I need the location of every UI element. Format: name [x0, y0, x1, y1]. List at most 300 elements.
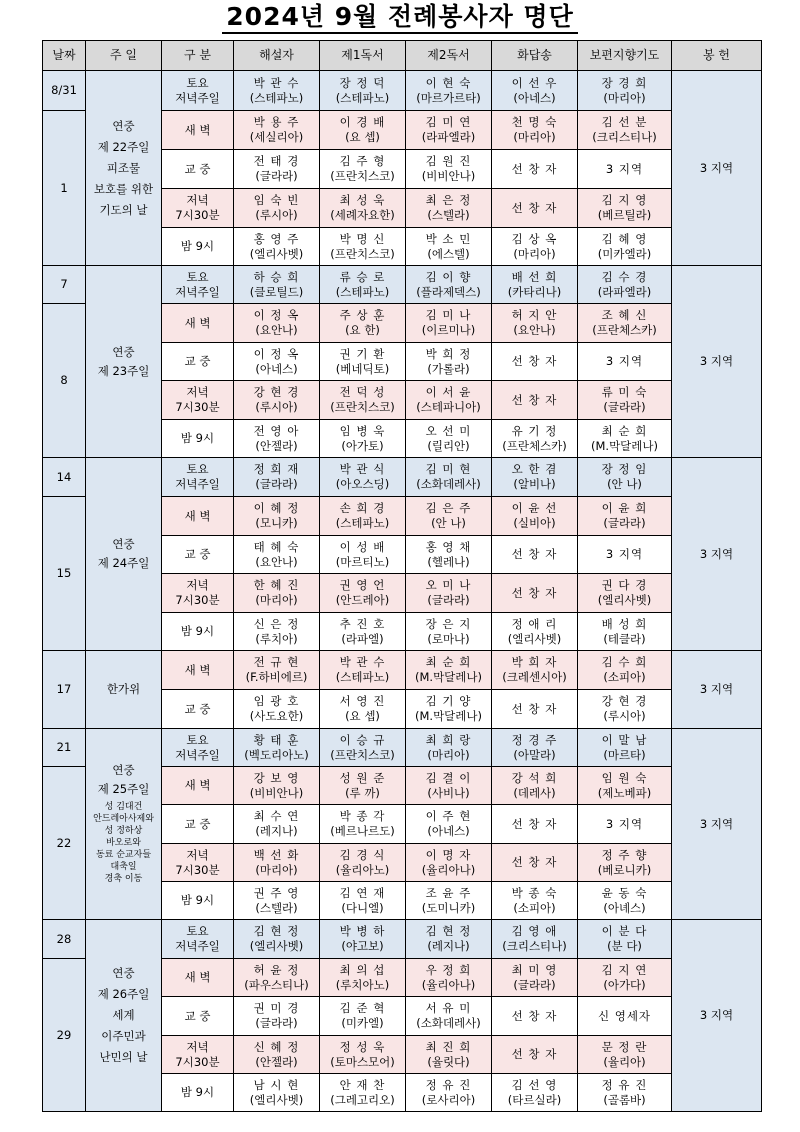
baptismal-name: (스테파노) — [249, 90, 304, 105]
person-name: 정 애 리 — [511, 616, 558, 631]
theme-line: 연중 — [112, 966, 135, 980]
psalm-cell — [492, 997, 578, 1036]
theme-line: 성 정하상 — [104, 826, 143, 836]
person-name: 천 명 숙 — [511, 115, 558, 129]
baptismal-name: (스테파노) — [335, 670, 390, 684]
title-area — [0, 0, 800, 38]
intercessions-cell — [578, 651, 672, 690]
baptismal-name: (율리아나) — [421, 977, 476, 992]
commentator-cell — [234, 997, 320, 1036]
intercessions-cell — [578, 458, 672, 497]
baptismal-name: (엘리사벳) — [249, 939, 304, 953]
person-name: 정 경 주 — [511, 732, 558, 747]
person-name: 3 지역 — [605, 354, 644, 368]
category-line: 교 중 — [184, 547, 211, 561]
person-name: 박 병 하 — [339, 924, 386, 938]
baptismal-name: (엘리사벳) — [249, 1092, 304, 1107]
category-cell — [162, 71, 234, 111]
psalm-cell — [492, 343, 578, 381]
offering-cell: 3 지역 — [672, 651, 762, 729]
sunday-theme-cell — [86, 920, 162, 1112]
person-name: 강 보 영 — [253, 770, 300, 785]
commentator-cell — [234, 613, 320, 651]
commentator-cell — [234, 266, 320, 304]
offering-cell: 3 지역 — [672, 458, 762, 651]
baptismal-name: (다니엘) — [341, 900, 384, 915]
person-name: 이 현 숙 — [425, 75, 472, 90]
baptismal-name: (세실리아) — [249, 130, 304, 144]
person-name: 최 진 희 — [425, 1039, 472, 1054]
person-name: 주 상 훈 — [339, 308, 386, 322]
theme-line: 보호를 위한 — [93, 181, 154, 196]
baptismal-name: (가롤라) — [427, 361, 470, 376]
commentator-cell — [234, 111, 320, 150]
person-name: 김 지 연 — [601, 962, 648, 977]
baptismal-name: (벡도리아노) — [244, 747, 309, 762]
second-reading-cell — [406, 228, 492, 266]
category-line: 토요 — [186, 732, 209, 747]
header-category: 구 분 — [162, 41, 234, 71]
commentator-cell — [234, 1036, 320, 1074]
intercessions-cell — [578, 574, 672, 613]
person-name: 박 관 수 — [339, 655, 386, 669]
second-reading-cell — [406, 111, 492, 150]
category-line: 저녁 — [186, 385, 209, 399]
person-name: 이 윤 희 — [601, 501, 648, 515]
baptismal-name: (스테파노) — [335, 90, 390, 105]
person-name: 정 주 향 — [601, 847, 648, 862]
baptismal-name: (루시아) — [603, 709, 646, 723]
baptismal-name: (안드레아) — [335, 593, 390, 607]
first-reading-cell — [320, 767, 406, 805]
person-name: 강 현 경 — [253, 385, 300, 399]
second-reading-cell — [406, 150, 492, 189]
person-name: 김 준 혁 — [339, 1001, 386, 1015]
header-sunday: 주 일 — [86, 41, 162, 71]
intercessions-cell — [578, 343, 672, 381]
baptismal-name: (아가토) — [341, 438, 384, 453]
baptismal-name: (루시아) — [255, 208, 298, 222]
commentator-cell — [234, 690, 320, 729]
person-name: 임 원 숙 — [601, 770, 648, 785]
baptismal-name: (글라라) — [603, 516, 646, 530]
date-cell: 7 — [43, 266, 86, 304]
first-reading-cell — [320, 189, 406, 228]
baptismal-name: (로사리아) — [421, 1092, 476, 1107]
category-cell — [162, 304, 234, 343]
person-name: 박 종 각 — [339, 809, 386, 823]
baptismal-name: (루치아) — [255, 631, 298, 646]
intercessions-cell — [578, 497, 672, 536]
theme-line: 난민의 날 — [99, 1050, 148, 1064]
baptismal-name: (요안나) — [255, 554, 298, 569]
person-name: 이 성 배 — [339, 539, 386, 554]
second-reading-cell — [406, 381, 492, 420]
person-name: 배 선 희 — [511, 269, 558, 284]
baptismal-name: (프란치스코) — [330, 400, 395, 414]
baptismal-name: (사도요한) — [249, 709, 304, 723]
header-psalm: 화답송 — [492, 41, 578, 71]
person-name: 3 지역 — [605, 816, 644, 831]
second-reading-cell — [406, 1074, 492, 1112]
baptismal-name: (안젤라) — [255, 438, 298, 453]
date-cell: 15 — [43, 497, 86, 651]
second-reading-cell — [406, 959, 492, 997]
date-cell: 21 — [43, 729, 86, 767]
first-reading-cell — [320, 343, 406, 381]
person-name: 선 창 자 — [511, 1008, 558, 1023]
baptismal-name: (프란체스카) — [502, 438, 567, 453]
category-line: 저녁 — [186, 193, 209, 207]
person-name: 최 의 섭 — [339, 962, 386, 977]
person-name: 류 미 숙 — [601, 385, 648, 399]
category-line: 저녁 — [186, 1039, 209, 1054]
person-name: 강 현 경 — [601, 694, 648, 708]
baptismal-name: (도미니카) — [421, 900, 476, 915]
baptismal-name: (스텔라) — [427, 208, 470, 222]
psalm-cell — [492, 767, 578, 805]
second-reading-cell — [406, 497, 492, 536]
baptismal-name: (스테파니아) — [416, 400, 481, 414]
person-name: 배 성 희 — [601, 616, 648, 631]
psalm-cell — [492, 1074, 578, 1112]
psalm-cell — [492, 420, 578, 458]
baptismal-name: (엘리사벳) — [249, 246, 304, 261]
commentator-cell — [234, 651, 320, 690]
person-name: 이 윤 선 — [511, 501, 558, 515]
category-line: 저녁주일 — [175, 477, 220, 491]
person-name: 김 수 경 — [601, 269, 648, 284]
person-name: 조 혜 신 — [601, 308, 648, 322]
category-line: 교 중 — [184, 701, 211, 716]
person-name: 오 선 미 — [425, 423, 472, 438]
person-name: 강 석 희 — [511, 770, 558, 785]
theme-line: 연중 — [112, 763, 135, 777]
baptismal-name: (아네스) — [427, 824, 470, 838]
second-reading-cell — [406, 304, 492, 343]
category-line: 저녁 — [186, 578, 209, 592]
theme-line: 동료 순교자들 — [95, 850, 152, 860]
person-name: 안 재 찬 — [339, 1077, 386, 1092]
baptismal-name: (요 셉) — [345, 709, 380, 723]
baptismal-name: (엘리사벳) — [597, 593, 652, 607]
person-name: 김 혜 영 — [601, 231, 648, 246]
baptismal-name: (로마나) — [427, 631, 470, 646]
baptismal-name: (실비아) — [513, 516, 556, 530]
person-name: 오 한 겸 — [511, 462, 558, 476]
psalm-cell — [492, 189, 578, 228]
person-name: 박 용 주 — [253, 115, 300, 129]
person-name: 허 지 안 — [511, 308, 558, 322]
baptismal-name: (라파엘라) — [421, 130, 476, 144]
baptismal-name: (레지나) — [427, 939, 470, 953]
person-name: 윤 동 숙 — [601, 885, 648, 900]
category-line: 토요 — [186, 269, 209, 284]
person-name: 손 희 경 — [339, 501, 386, 515]
person-name: 정 유 진 — [425, 1077, 472, 1092]
baptismal-name: (율리아나) — [421, 862, 476, 877]
person-name: 3 지역 — [605, 547, 644, 561]
category-line: 새 벽 — [184, 508, 211, 523]
commentator-cell — [234, 228, 320, 266]
person-name: 선 창 자 — [511, 354, 558, 368]
intercessions-cell — [578, 304, 672, 343]
person-name: 3 지역 — [605, 161, 644, 176]
person-name: 박 희 정 — [425, 346, 472, 361]
person-name: 김 현 정 — [425, 924, 472, 938]
date-cell: 17 — [43, 651, 86, 729]
sunday-theme-cell — [86, 729, 162, 920]
baptismal-name: (베르틸라) — [597, 208, 652, 222]
person-name: 선 창 자 — [511, 200, 558, 215]
baptismal-name: (세례자요한) — [330, 208, 395, 222]
baptismal-name: (알비나) — [513, 477, 556, 491]
category-line: 새 벽 — [184, 778, 211, 792]
date-cell: 8/31 — [43, 71, 86, 111]
baptismal-name: (아가다) — [603, 977, 646, 992]
psalm-cell — [492, 920, 578, 959]
baptismal-name: (마리아) — [603, 90, 646, 105]
psalm-cell — [492, 574, 578, 613]
theme-line: 연중 — [112, 537, 135, 551]
person-name: 임 숙 빈 — [253, 193, 300, 207]
person-name: 김 결 이 — [425, 770, 472, 785]
person-name: 이 승 규 — [339, 732, 386, 747]
intercessions-cell — [578, 1036, 672, 1074]
commentator-cell — [234, 150, 320, 189]
person-name: 장 정 덕 — [339, 75, 386, 90]
category-line: 7시30분 — [175, 208, 220, 222]
person-name: 최 미 영 — [511, 962, 558, 977]
baptismal-name: (M.막달레나) — [415, 670, 482, 684]
baptismal-name: (글라라) — [603, 400, 646, 414]
second-reading-cell — [406, 458, 492, 497]
baptismal-name: (글라라) — [255, 169, 298, 183]
commentator-cell — [234, 844, 320, 882]
category-line: 토요 — [186, 924, 209, 938]
baptismal-name: (글라라) — [513, 977, 556, 992]
commentator-cell — [234, 536, 320, 574]
baptismal-name: (베로니카) — [597, 862, 652, 877]
first-reading-cell — [320, 613, 406, 651]
category-line: 밤 9시 — [180, 1085, 215, 1099]
first-reading-cell — [320, 228, 406, 266]
category-cell — [162, 613, 234, 651]
first-reading-cell — [320, 882, 406, 920]
commentator-cell — [234, 767, 320, 805]
category-line: 밤 9시 — [180, 239, 215, 253]
person-name: 추 진 호 — [339, 616, 386, 631]
baptismal-name: (아녜스) — [603, 900, 646, 915]
theme-line: 제 24주일 — [97, 556, 150, 570]
baptismal-name: (베르나르도) — [330, 824, 395, 838]
theme-line: 피조물 — [106, 160, 141, 175]
person-name: 최 수 연 — [253, 809, 300, 823]
person-name: 권 기 환 — [339, 346, 386, 361]
second-reading-cell — [406, 882, 492, 920]
psalm-cell — [492, 882, 578, 920]
person-name: 김 미 연 — [425, 115, 472, 129]
category-line: 새 벽 — [184, 662, 211, 677]
person-name: 권 주 영 — [253, 885, 300, 900]
person-name: 홍 영 채 — [425, 539, 472, 554]
category-line: 교 중 — [184, 354, 211, 368]
baptismal-name: (엘리사벳) — [507, 631, 562, 646]
header-row — [43, 41, 762, 71]
date-cell: 14 — [43, 458, 86, 497]
theme-line: 이주민과 — [101, 1029, 146, 1043]
category-cell — [162, 497, 234, 536]
intercessions-cell — [578, 844, 672, 882]
intercessions-cell — [578, 1074, 672, 1112]
person-name: 하 승 희 — [253, 269, 300, 284]
person-name: 임 광 호 — [253, 694, 300, 708]
person-name: 선 창 자 — [511, 1047, 558, 1061]
person-name: 김 은 주 — [425, 501, 472, 515]
baptismal-name: (소피아) — [513, 900, 556, 915]
second-reading-cell — [406, 266, 492, 304]
psalm-cell — [492, 690, 578, 729]
intercessions-cell — [578, 729, 672, 767]
person-name: 박 관 수 — [253, 75, 300, 90]
category-cell — [162, 111, 234, 150]
person-name: 이 정 옥 — [253, 346, 300, 361]
baptismal-name: (카타리나) — [507, 284, 562, 299]
baptismal-name: (안 나) — [607, 477, 642, 491]
intercessions-cell — [578, 882, 672, 920]
intercessions-cell — [578, 189, 672, 228]
second-reading-cell — [406, 844, 492, 882]
person-name: 임 병 욱 — [339, 423, 386, 438]
baptismal-name: (스테파노) — [335, 516, 390, 530]
person-name: 서 유 미 — [425, 1001, 472, 1015]
table-row — [43, 458, 762, 497]
intercessions-cell — [578, 536, 672, 574]
person-name: 김 상 옥 — [511, 231, 558, 246]
baptismal-name: (아말라) — [513, 747, 556, 762]
first-reading-cell — [320, 1036, 406, 1074]
baptismal-name: (루 까) — [345, 785, 380, 800]
first-reading-cell — [320, 150, 406, 189]
sunday-theme-cell — [86, 458, 162, 651]
category-line: 7시30분 — [175, 1054, 220, 1069]
person-name: 권 다 경 — [601, 578, 648, 592]
person-name: 최 은 정 — [425, 193, 472, 207]
intercessions-cell — [578, 228, 672, 266]
person-name: 선 창 자 — [511, 855, 558, 869]
commentator-cell — [234, 71, 320, 111]
first-reading-cell — [320, 844, 406, 882]
second-reading-cell — [406, 574, 492, 613]
person-name: 신 은 정 — [253, 616, 300, 631]
category-cell — [162, 420, 234, 458]
schedule-table — [42, 40, 762, 1112]
category-cell — [162, 228, 234, 266]
commentator-cell — [234, 1074, 320, 1112]
psalm-cell — [492, 613, 578, 651]
second-reading-cell — [406, 1036, 492, 1074]
category-line: 7시30분 — [175, 593, 220, 607]
category-cell — [162, 651, 234, 690]
baptismal-name: (F.하비에르) — [245, 670, 308, 684]
baptismal-name: (크리스티나) — [502, 939, 567, 953]
baptismal-name: (글라라) — [255, 1016, 298, 1030]
category-cell — [162, 536, 234, 574]
baptismal-name: (야고보) — [341, 939, 384, 953]
category-cell — [162, 805, 234, 844]
theme-line: 대축일 — [110, 862, 137, 872]
category-line: 7시30분 — [175, 862, 220, 877]
person-name: 선 창 자 — [511, 816, 558, 831]
baptismal-name: (크리스티나) — [592, 130, 657, 144]
category-line: 교 중 — [184, 161, 211, 176]
person-name: 류 승 로 — [339, 269, 386, 284]
category-cell — [162, 1036, 234, 1074]
first-reading-cell — [320, 574, 406, 613]
psalm-cell — [492, 536, 578, 574]
psalm-cell — [492, 150, 578, 189]
theme-line: 바오로와 — [106, 838, 141, 848]
second-reading-cell — [406, 420, 492, 458]
baptismal-name: (릴리안) — [427, 438, 470, 453]
person-name: 선 창 자 — [511, 161, 558, 176]
baptismal-name: (루시아) — [255, 400, 298, 414]
person-name: 장 경 희 — [601, 75, 648, 90]
person-name: 박 희 자 — [511, 655, 558, 669]
date-cell: 22 — [43, 767, 86, 920]
person-name: 김 선 분 — [601, 115, 648, 129]
category-line: 새 벽 — [184, 122, 211, 137]
baptismal-name: (미카엘라) — [597, 246, 652, 261]
baptismal-name: (비비안나) — [421, 169, 476, 183]
person-name: 우 정 희 — [425, 962, 472, 977]
baptismal-name: (에스텔) — [427, 246, 470, 261]
commentator-cell — [234, 458, 320, 497]
baptismal-name: (안 나) — [431, 516, 466, 530]
baptismal-name: (레지나) — [255, 824, 298, 838]
date-cell: 1 — [43, 111, 86, 266]
person-name: 이 경 배 — [339, 115, 386, 129]
baptismal-name: (타르실라) — [507, 1092, 562, 1107]
psalm-cell — [492, 228, 578, 266]
theme-line: 제 25주일 — [97, 782, 150, 796]
baptismal-name: (플라제덱스) — [416, 284, 481, 299]
intercessions-cell — [578, 381, 672, 420]
baptismal-name: (아네스) — [513, 90, 556, 105]
person-name: 권 영 언 — [339, 578, 386, 592]
baptismal-name: (데레사) — [513, 785, 556, 800]
person-name: 최 성 욱 — [339, 193, 386, 207]
category-cell — [162, 189, 234, 228]
theme-line: 한가위 — [106, 682, 141, 696]
baptismal-name: (M.막달레나) — [591, 438, 658, 453]
baptismal-name: (마리아) — [513, 246, 556, 261]
baptismal-name: (이르미나) — [421, 323, 476, 337]
table-row — [43, 729, 762, 767]
baptismal-name: (소화데레사) — [416, 477, 481, 491]
person-name: 박 소 민 — [425, 231, 472, 246]
person-name: 선 창 자 — [511, 547, 558, 561]
commentator-cell — [234, 882, 320, 920]
person-name: 정 유 진 — [601, 1077, 648, 1092]
person-name: 이 정 옥 — [253, 308, 300, 322]
person-name: 정 희 재 — [253, 462, 300, 476]
category-line: 7시30분 — [175, 400, 220, 414]
psalm-cell — [492, 497, 578, 536]
person-name: 이 서 윤 — [425, 385, 472, 399]
psalm-cell — [492, 959, 578, 997]
first-reading-cell — [320, 71, 406, 111]
